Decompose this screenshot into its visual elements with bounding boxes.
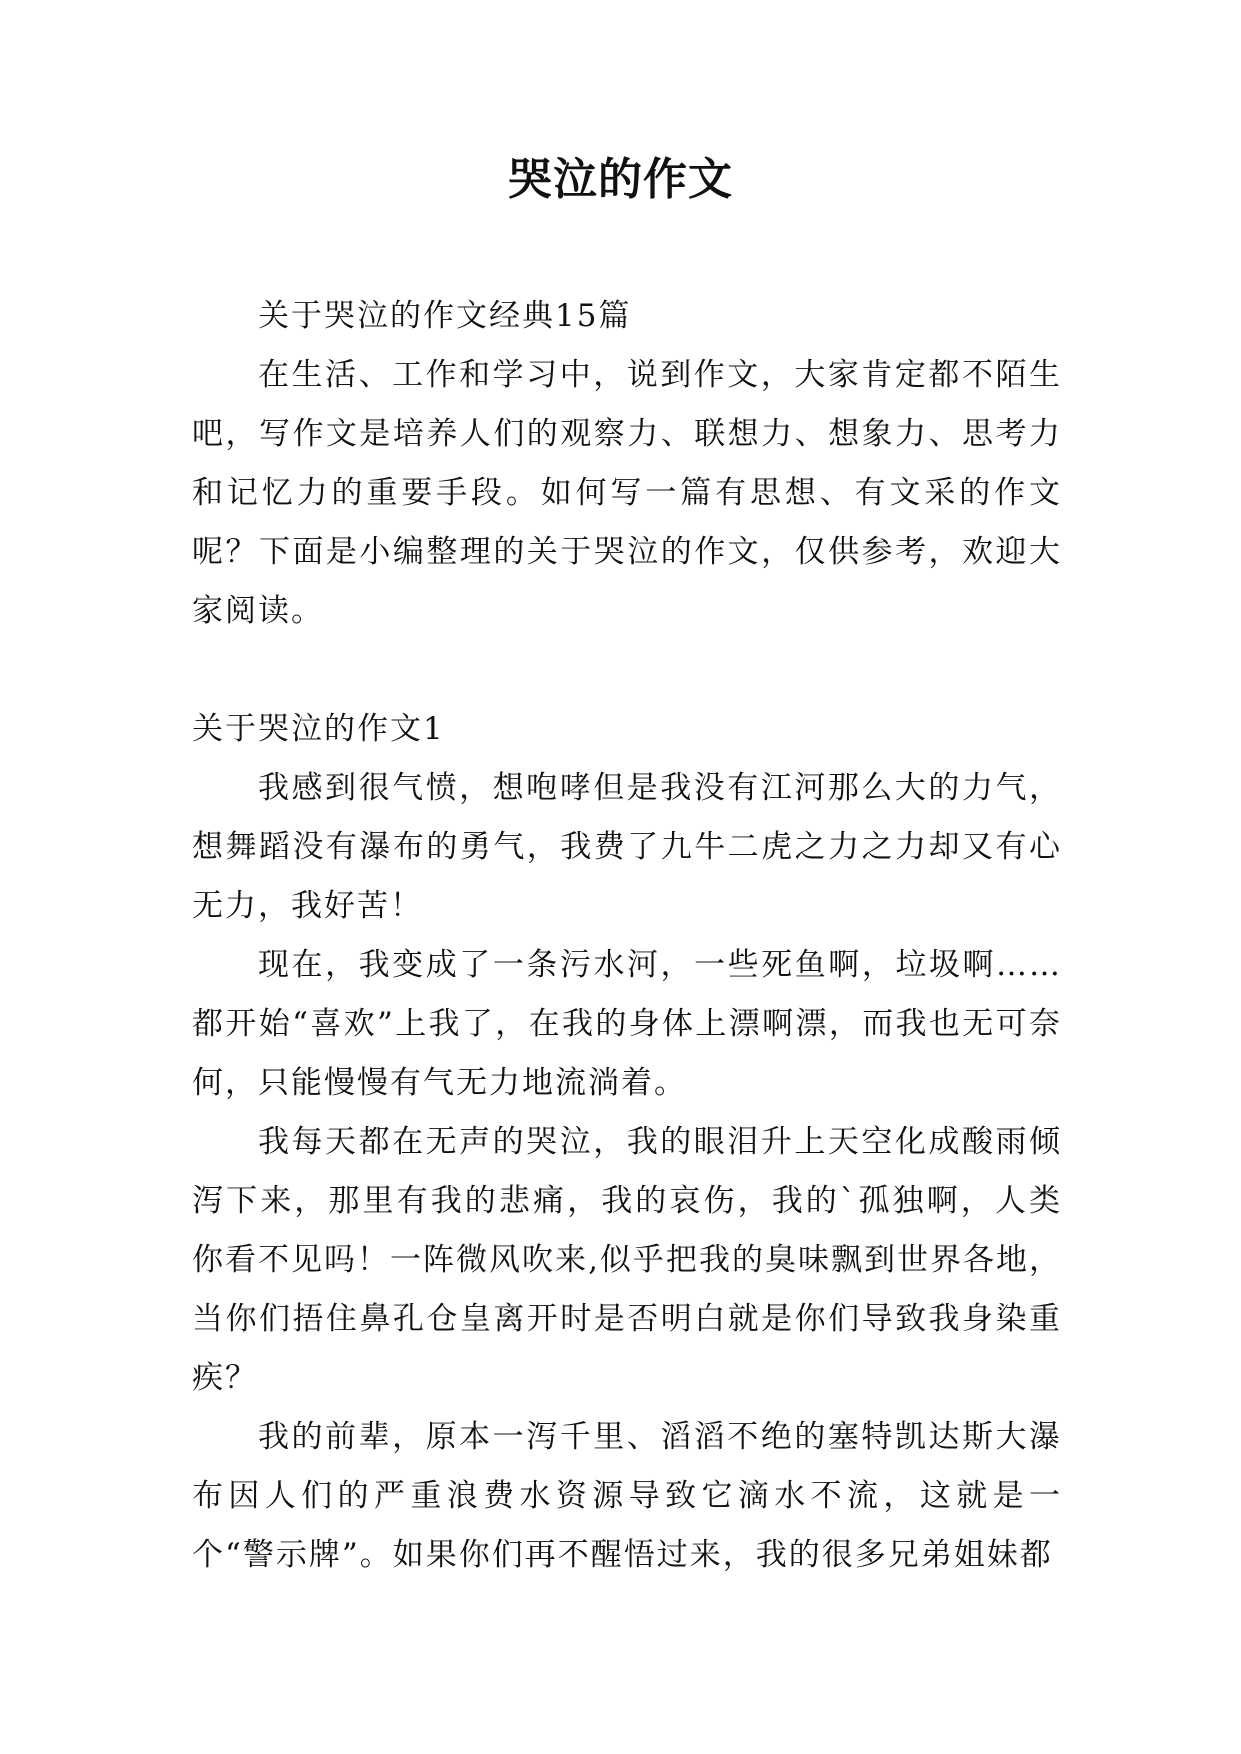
body-paragraph: 现在，我变成了一条污水河，一些死鱼啊，垃圾啊……都开始“喜欢”上我了，在我的身体上漂啊漂，而我也无可奈何，只能慢慢有气无力地流淌着。 (192, 947, 1062, 1101)
paragraph-spacer (192, 641, 1062, 700)
body-paragraph: 我感到很气愤，想咆哮但是我没有江河那么大的力气，想舞蹈没有瀑布的勇气，我费了九牛二虎之力之力却又有心无力，我好苦！ (192, 770, 1062, 924)
body-paragraph: 我每天都在无声的哭泣，我的眼泪升上天空化成酸雨倾泻下来，那里有我的悲痛，我的哀伤，我的`孤独啊，人类你看不见吗！一阵微风吹来,似乎把我的臭味飘到世界各地，当你们捂住鼻孔仓皇离开时是否明白就是你们导致我身染重疾？ (192, 1124, 1062, 1396)
body-paragraph: 我的前辈，原本一泻千里、滔滔不绝的塞特凯达斯大瀑布因人们的严重浪费水资源导致它滴水不流，这就是一个“警示牌”。如果你们再不醒悟过来，我的很多兄弟姐妹都 (192, 1419, 1062, 1573)
intro-paragraph: 在生活、工作和学习中，说到作文，大家肯定都不陌生吧，写作文是培养人们的观察力、联想力、想象力、思考力和记忆力的重要手段。如何写一篇有思想、有文采的作文呢？下面是小编整理的关于哭泣的作文，仅供参考，欢迎大家阅读。 (192, 357, 1062, 629)
document-title: 哭泣的作文 (508, 154, 733, 205)
subtitle: 关于哭泣的作文经典15篇 (258, 298, 632, 334)
document-body (192, 287, 1062, 1585)
section-heading: 关于哭泣的作文1 (192, 711, 445, 747)
